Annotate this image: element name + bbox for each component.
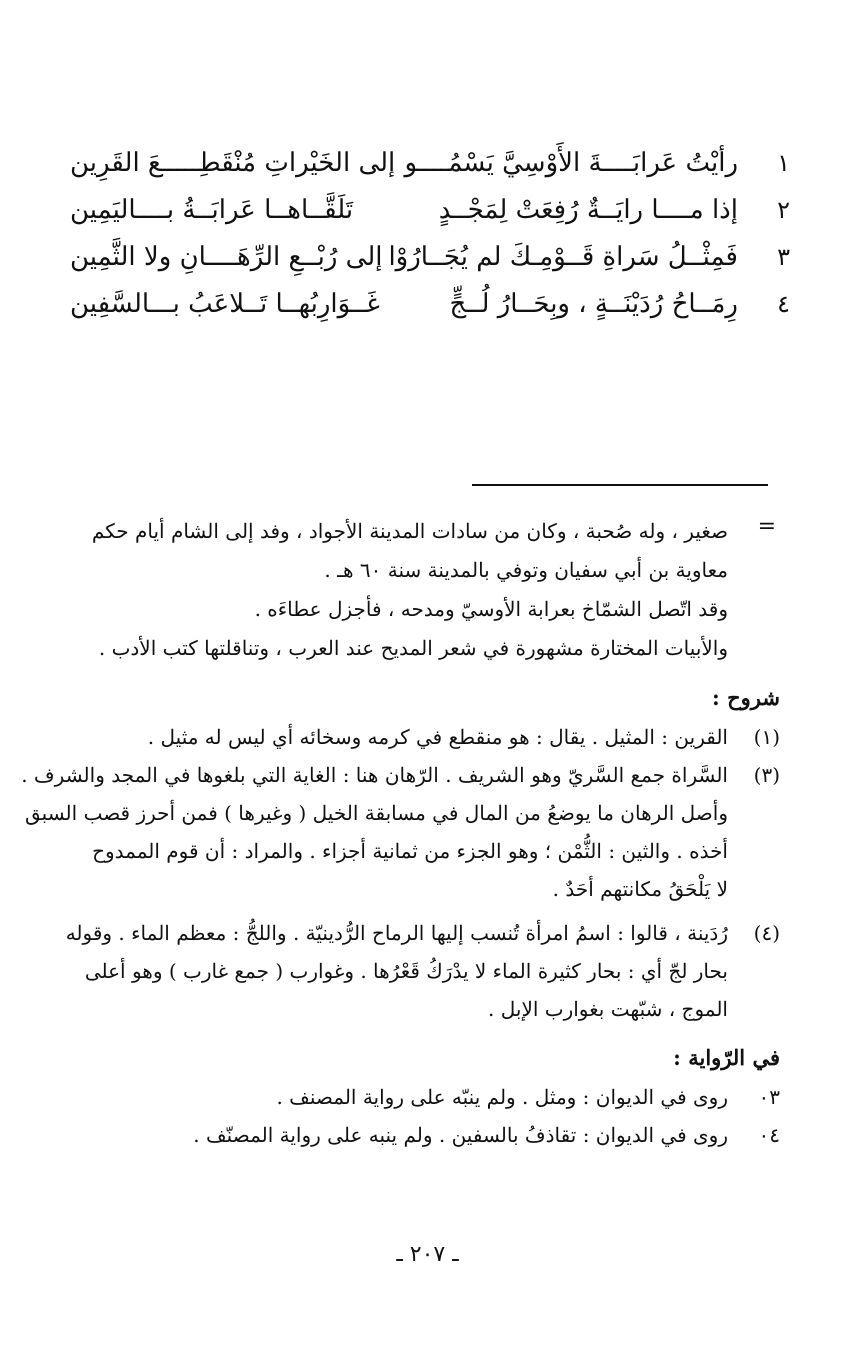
footnote-line: والأبيات المختارة مشهورة في شعر المديح عند العرب ، وتناقلتها كتب الأدب .: [98, 636, 728, 660]
verse-row: [70, 140, 790, 187]
gloss-line: السَّراة جمع السَّريّ وهو الشريف . الرّهان هنا : الغاية التي بلغوها في المجد والشرف .: [21, 763, 728, 787]
verse-first-hemistich: فَمِثْــلُ سَراةِ قَــوْمِـكَ لم يُجَــارُوْا: [388, 242, 738, 272]
gloss-text: [21, 756, 728, 908]
gloss-number: (١): [753, 725, 780, 749]
gloss-line: القرين : المثيل . يقال : هو منقطع في كرمه وسخائه أي ليس له مثيل .: [147, 725, 728, 749]
variant-text: [74, 1078, 728, 1116]
page-number: ـ ٢٠٧ ـ: [396, 1242, 459, 1267]
variant-item: [74, 1116, 780, 1154]
gloss-line: أخذه . والثين : الثُّمْن ؛ وهو الجزء من ثمانية أجزاء . والمراد : أن قوم الممدوح: [92, 839, 728, 863]
footnote-line: وقد اتّصل الشمّاخ بعرابة الأوسيّ ومدحه ، فأجزل عطاءَه .: [254, 597, 728, 621]
gloss-number: (٣): [753, 763, 780, 787]
variants-heading: في الرّواية :: [673, 1045, 780, 1070]
verse-number: ١: [777, 149, 790, 177]
footnote-divider: [472, 484, 768, 486]
poem-verses: [70, 140, 790, 328]
variant-line: روى في الديوان : تقاذفُ بالسفين . ولم ينبه على رواية المصنّف .: [193, 1123, 728, 1147]
gloss-line: لا يَلْحَقُ مكانتهم أحَدٌ .: [552, 877, 728, 901]
verse-number: ٣: [777, 243, 790, 271]
variant-number: ٠٣: [758, 1085, 780, 1109]
verse-second-hemistich: غَــوَارِبُهــا تَــلاعَبُ بـــالسَّفِين: [70, 289, 380, 319]
variant-text: [74, 1116, 728, 1154]
continuation-mark: =: [757, 514, 776, 539]
verse-second-hemistich: إلى رُبْــعِ الرِّهَــــانِ ولا الثَّمِين: [70, 242, 383, 272]
footnote-line: صغير ، وله صُحبة ، وكان من سادات المدينة الأجواد ، وفد إلى الشام أيام حكم: [91, 519, 728, 543]
gloss-item: [74, 718, 780, 756]
footnotes: [21, 512, 780, 1154]
gloss-item: [21, 756, 780, 908]
gloss-item: [65, 914, 780, 1028]
variant-item: [74, 1078, 780, 1116]
verse-second-hemistich: تَلَقَّــاهــا عَرابَــةُ بــــاليَمِين: [70, 195, 354, 225]
verse-first-hemistich: إذا مــــا رايَــةٌ رُفِعَتْ لِمَجْــدٍ: [438, 195, 738, 225]
verse-row: [70, 234, 790, 281]
gloss-number: (٤): [753, 921, 780, 945]
verse-row: [70, 187, 790, 234]
verse-number: ٤: [777, 290, 790, 318]
variant-number: ٠٤: [758, 1123, 780, 1147]
verse-first-hemistich: رأيْتُ عَرابَــــةَ الأَوْسِيَّ يَسْمُــــو: [404, 148, 738, 178]
verse-row: [70, 281, 790, 328]
glosses-heading: شروح :: [712, 685, 780, 710]
verse-first-hemistich: رِمَــاحُ رُدَيْنَــةٍ ، وبِحَــارُ لُــجٍّ: [449, 289, 738, 319]
gloss-line: رُدَينة ، قالوا : اسمُ امرأة تُنسب إليها الرماح الرُّدينيّة . واللجُّ : معظم الماء . وقوله: [65, 921, 728, 945]
verse-number: ٢: [777, 196, 790, 224]
gloss-line: بحار لجّ أي : بحار كثيرة الماء لا يدْرَكُ قَعْرُها . وغوارب ( جمع غارب ) وهو أعلى: [84, 959, 728, 983]
verse-second-hemistich: إلى الخَيْراتِ مُنْقَطِـــــعَ القَرِين: [70, 148, 396, 178]
gloss-line: الموج ، شبّهت بغوارب الإبل .: [488, 997, 728, 1021]
variant-line: روى في الديوان : ومثل . ولم ينبّه على رواية المصنف .: [276, 1085, 728, 1109]
footnote-line: معاوية بن أبي سفيان وتوفي بالمدينة سنة ٦٠ هـ .: [324, 558, 728, 582]
footnote-continuation: [74, 512, 780, 668]
gloss-text: [74, 718, 728, 756]
gloss-line: وأصل الرهان ما يوضعُ من المال في مسابقة الخيل ( وغيرها ) فمن أحرز قصب السبق: [25, 801, 728, 825]
gloss-text: [66, 914, 728, 1028]
